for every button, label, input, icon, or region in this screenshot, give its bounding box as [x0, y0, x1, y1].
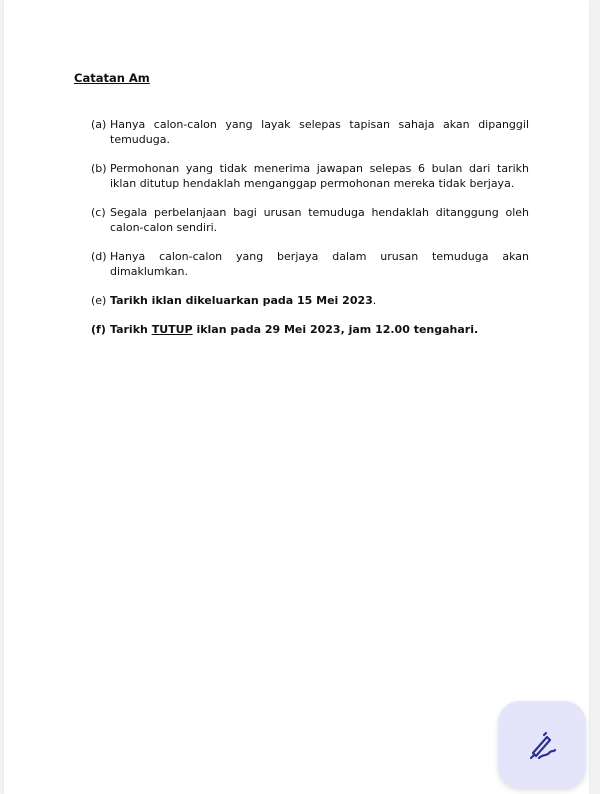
item-text: [110, 293, 529, 308]
item-text: Permohonan yang tidak menerima jawapan selepas 6 bulan dari tarikh iklan ditutup hendaklah menganggap permohonan mereka tidak berjaya.: [110, 162, 529, 190]
item-suffix: .: [372, 294, 377, 307]
item-text: Segala perbelanjaan bagi urusan temuduga hendaklah ditanggung oleh calon-calon sendiri.: [110, 206, 529, 234]
item-text: [110, 322, 529, 337]
item-prefix: Tarikh: [110, 323, 152, 336]
item-text: Hanya calon-calon yang berjaya dalam urusan temuduga akan dimaklumkan.: [110, 250, 529, 278]
notes-list: [91, 117, 529, 351]
item-marker: (a): [91, 118, 107, 131]
list-item: [91, 117, 529, 147]
document-page: [4, 0, 589, 794]
ad-issued-date-text: Tarikh iklan dikeluarkan pada 15 Mei 2023: [110, 294, 373, 307]
item-marker: (e): [91, 294, 107, 307]
list-item: [91, 249, 529, 279]
list-item: [91, 322, 529, 337]
item-text: Hanya calon-calon yang layak selepas tapisan sahaja akan dipanggil temuduga.: [110, 118, 529, 146]
ad-closing-date-text: iklan pada 29 Mei 2023, jam 12.00 tengahari.: [192, 323, 479, 336]
annotate-button[interactable]: [498, 701, 586, 789]
list-item: [91, 161, 529, 191]
pen-sparkle-icon: [525, 728, 559, 762]
list-item: [91, 293, 529, 308]
list-item: [91, 205, 529, 235]
section-heading: Catatan Am: [74, 71, 150, 85]
closing-emphasis: TUTUP: [151, 323, 193, 336]
item-marker: (c): [91, 206, 106, 219]
item-marker: (b): [91, 162, 107, 175]
item-marker: (d): [91, 250, 107, 263]
item-marker: (f): [91, 323, 106, 336]
